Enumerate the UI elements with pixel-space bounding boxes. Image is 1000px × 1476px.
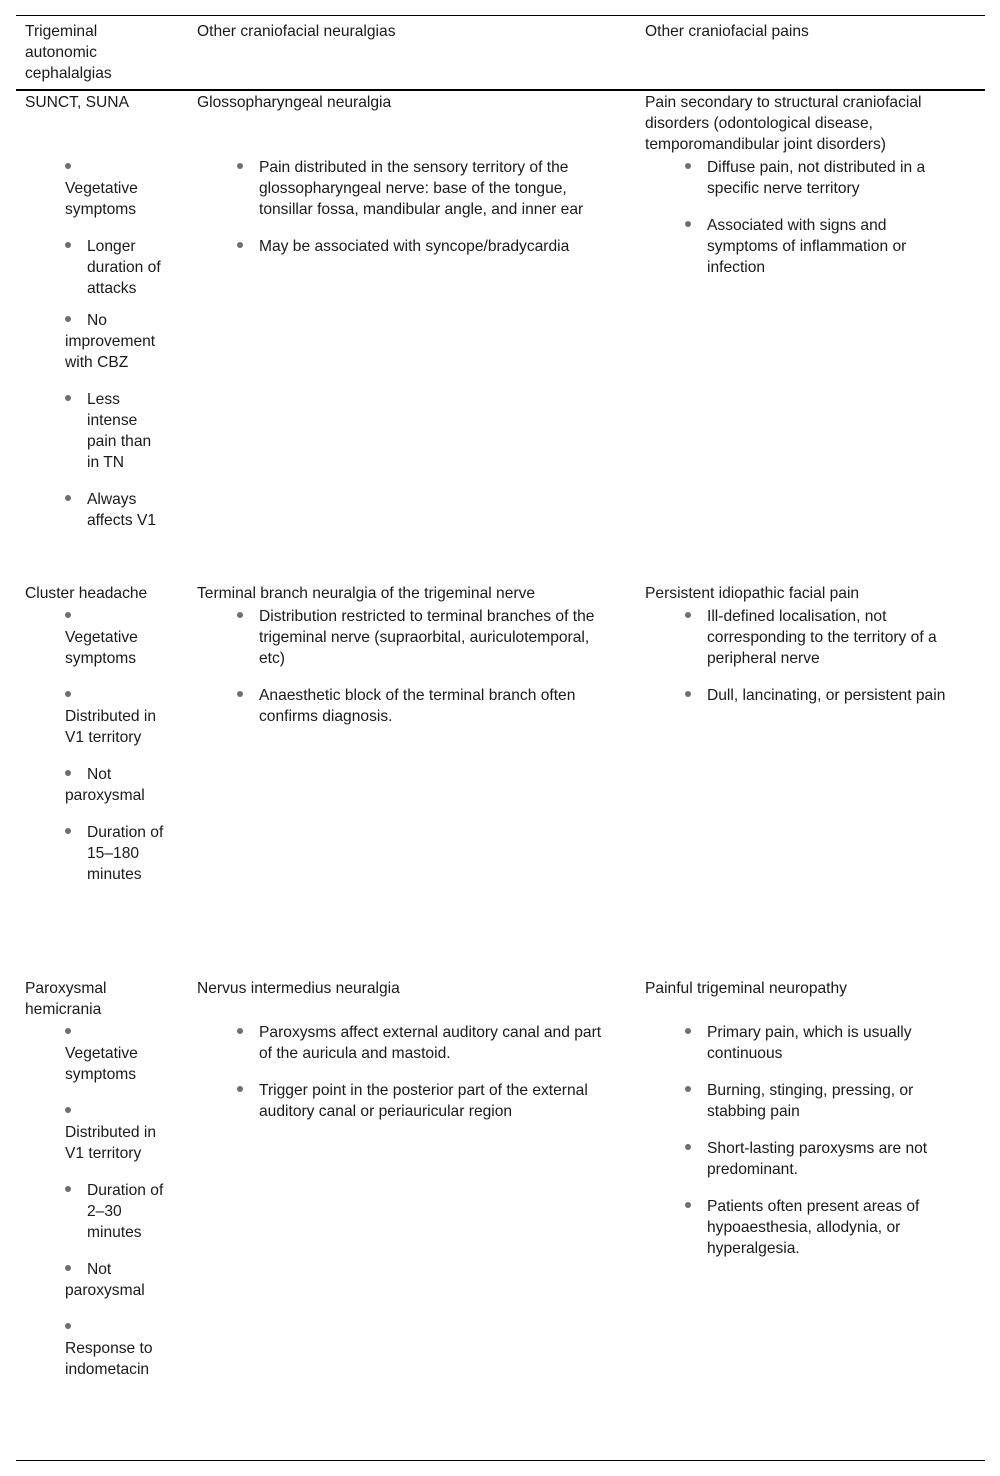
row2-col2-title: Terminal branch neuralgia of the trigeminal nerve <box>197 585 536 602</box>
header-col2: Other craniofacial neuralgias <box>197 23 396 40</box>
list-item: Anaesthetic block of the terminal branch often confirms diagnosis. <box>237 685 607 727</box>
row1-col3-title: Pain secondary to structural craniofacial disorders (odontological disease, temporomandibular joint disorders) <box>645 94 922 153</box>
list-item: Longer duration of attacks <box>65 236 165 299</box>
bullet-icon <box>65 1265 71 1271</box>
bullet-icon <box>237 1028 243 1034</box>
list-item: Diffuse pain, not distributed in a specific nerve territory <box>685 157 960 199</box>
list-item: Always affects V1 <box>65 489 165 531</box>
list-item: Associated with signs and symptoms of inflammation or infection <box>685 215 960 278</box>
header-col1: Trigeminal autonomic cephalalgias <box>25 23 112 82</box>
bullet-icon <box>65 1186 71 1192</box>
row1-col2-title: Glossopharyngeal neuralgia <box>197 94 392 111</box>
list-item: Vegetative symptoms <box>65 606 165 669</box>
table-header-rule <box>16 89 985 91</box>
bullet-icon <box>65 691 71 697</box>
table-bottom-rule <box>16 1460 985 1461</box>
row3-col1-list <box>65 1022 165 1396</box>
list-item: Not paroxysmal <box>65 766 145 804</box>
bullet-icon <box>685 612 691 618</box>
row3-col1-title: Paroxysmal hemicrania <box>25 980 107 1018</box>
row3-col2-list <box>237 1022 607 1138</box>
list-item: Less intense pain than in TN <box>65 389 165 473</box>
bullet-icon <box>685 1144 691 1150</box>
list-item: Pain distributed in the sensory territory of the glossopharyngeal nerve: base of the tongue, tonsillar fossa, mandibular angle, and inner ear <box>237 157 607 220</box>
bullet-icon <box>685 163 691 169</box>
list-item: Primary pain, which is usually continuous <box>685 1022 960 1064</box>
row1-col3-list <box>685 157 960 294</box>
row2-col1-title: Cluster headache <box>25 585 148 602</box>
bullet-icon <box>65 495 71 501</box>
list-item: Trigger point in the posterior part of the external auditory canal or periauricular region <box>237 1080 607 1122</box>
list-item: May be associated with syncope/bradycardia <box>237 236 607 257</box>
table-top-rule <box>16 15 985 16</box>
list-item: Duration of 2–30 minutes <box>65 1180 165 1243</box>
bullet-icon <box>65 1107 71 1113</box>
row2-col3-list <box>685 606 960 722</box>
bullet-icon <box>65 316 71 322</box>
row3-col3-list <box>685 1022 960 1275</box>
list-item: Vegetative symptoms <box>65 1022 165 1085</box>
bullet-icon <box>65 770 71 776</box>
row1-col1-list <box>65 157 165 547</box>
list-item: Patients often present areas of hypoaesthesia, allodynia, or hyperalgesia. <box>685 1196 960 1259</box>
bullet-icon <box>685 1028 691 1034</box>
row1-col2-list <box>237 157 607 273</box>
list-item: Not paroxysmal <box>65 1261 145 1299</box>
row3-col2-title: Nervus intermedius neuralgia <box>197 980 400 997</box>
bullet-icon <box>237 242 243 248</box>
bullet-icon <box>65 1028 71 1034</box>
list-item: Vegetative symptoms <box>65 157 165 220</box>
bullet-icon <box>65 612 71 618</box>
row1-col1-title: SUNCT, SUNA <box>25 94 129 111</box>
list-item: Distribution restricted to terminal branches of the trigeminal nerve (supraorbital, auriculotemporal, etc) <box>237 606 607 669</box>
list-item: Ill-defined localisation, not corresponding to the territory of a peripheral nerve <box>685 606 960 669</box>
bullet-icon <box>685 691 691 697</box>
list-item: Response to indometacin <box>65 1317 165 1380</box>
bullet-icon <box>237 691 243 697</box>
row2-col3-title: Persistent idiopathic facial pain <box>645 585 860 602</box>
row2-col1-list <box>65 606 165 901</box>
bullet-icon <box>237 612 243 618</box>
row3-col3-title: Painful trigeminal neuropathy <box>645 980 847 997</box>
bullet-icon <box>65 1323 71 1329</box>
list-item: Distributed in V1 territory <box>65 685 165 748</box>
list-item: Duration of 15–180 minutes <box>65 822 165 885</box>
row2-col2-list <box>237 606 607 743</box>
list-item: Short-lasting paroxysms are not predominant. <box>685 1138 960 1180</box>
bullet-icon <box>65 395 71 401</box>
list-item: No improvement with CBZ <box>65 312 156 371</box>
list-item: Paroxysms affect external auditory canal and part of the auricula and mastoid. <box>237 1022 607 1064</box>
bullet-icon <box>65 828 71 834</box>
list-item: Burning, stinging, pressing, or stabbing pain <box>685 1080 960 1122</box>
bullet-icon <box>685 1086 691 1092</box>
header-col3: Other craniofacial pains <box>645 23 809 40</box>
bullet-icon <box>65 242 71 248</box>
bullet-icon <box>237 1086 243 1092</box>
bullet-icon <box>237 163 243 169</box>
list-item: Dull, lancinating, or persistent pain <box>685 685 960 706</box>
bullet-icon <box>685 1202 691 1208</box>
bullet-icon <box>685 221 691 227</box>
bullet-icon <box>65 163 71 169</box>
list-item: Distributed in V1 territory <box>65 1101 165 1164</box>
